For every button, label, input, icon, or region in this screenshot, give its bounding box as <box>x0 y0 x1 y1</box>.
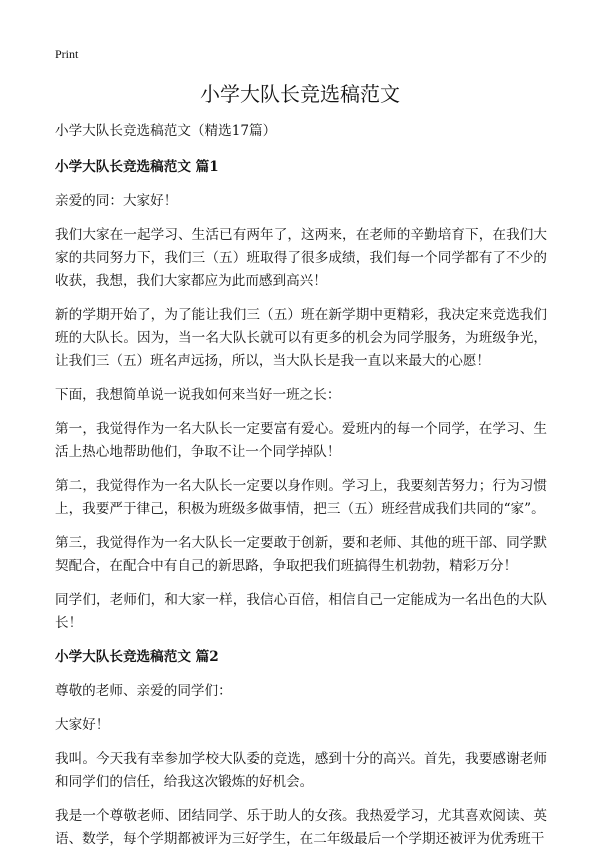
paragraph: 尊敬的老师、亲爱的同学们： <box>55 683 232 699</box>
paragraph: 亲爱的同：大家好！ <box>55 193 178 209</box>
document-subtitle: 小学大队长竞选稿范文（精选17篇） <box>55 123 277 139</box>
section-heading-2: 小学大队长竞选稿范文 篇2 <box>55 649 219 665</box>
section-heading-1: 小学大队长竞选稿范文 篇1 <box>55 159 219 175</box>
paragraph: 第二，我觉得作为一名大队长一定要以身作则。学习上，我要刻苦努力；行为习惯上，我要严于律己，积极为班级多做事情，把三（五）班经营成我们共同的“家”。 <box>55 478 547 517</box>
print-link[interactable]: Print <box>55 47 79 61</box>
paragraph: 大家好！ <box>55 717 110 733</box>
paragraph: 第一，我觉得作为一名大队长一定要富有爱心。爱班内的每一个同学，在学习、生活上热心地帮助他们，争取不让一个同学掉队！ <box>55 421 547 460</box>
paragraph: 我们大家在一起学习、生活已有两年了，这两来，在老师的辛勤培育下，在我们大家的共同努力下，我们三（五）班取得了很多成绩，我们每一个同学都有了不少的收获，我想，我们大家都应为此而感到高兴！ <box>55 227 547 289</box>
paragraph: 我叫。今天我有幸参加学校大队委的竞选，感到十分的高兴。首先，我要感谢老师和同学们的信任，给我这次锻炼的好机会。 <box>55 751 547 790</box>
paragraph: 下面，我想简单说一说我如何来当好一班之长： <box>55 387 341 403</box>
paragraph: 同学们，老师们，和大家一样，我信心百倍，相信自己一定能成为一名出色的大队长！ <box>55 592 547 631</box>
paragraph: 我是一个尊敬老师、团结同学、乐于助人的女孩。我热爱学习，尤其喜欢阅读、英语、数学，每个学期都被评为三好学生，在二年级最后一个学期还被评为优秀班干 <box>55 808 547 847</box>
document-body <box>55 120 547 862</box>
paragraph: 第三，我觉得作为一名大队长一定要敢于创新，要和老师、其他的班干部、同学默契配合，在配合中有自己的新思路，争取把我们班搞得生机勃勃，精彩万分！ <box>55 535 547 574</box>
document-title: 小学大队长竞选稿范文 <box>200 82 400 106</box>
paragraph: 新的学期开始了，为了能让我们三（五）班在新学期中更精彩，我决定来竞选我们班的大队长。因为，当一名大队长就可以有更多的机会为同学服务，为班级争光，让我们三（五）班名声远扬，所以，当大队长是我一直以来最大的心愿！ <box>55 307 547 369</box>
